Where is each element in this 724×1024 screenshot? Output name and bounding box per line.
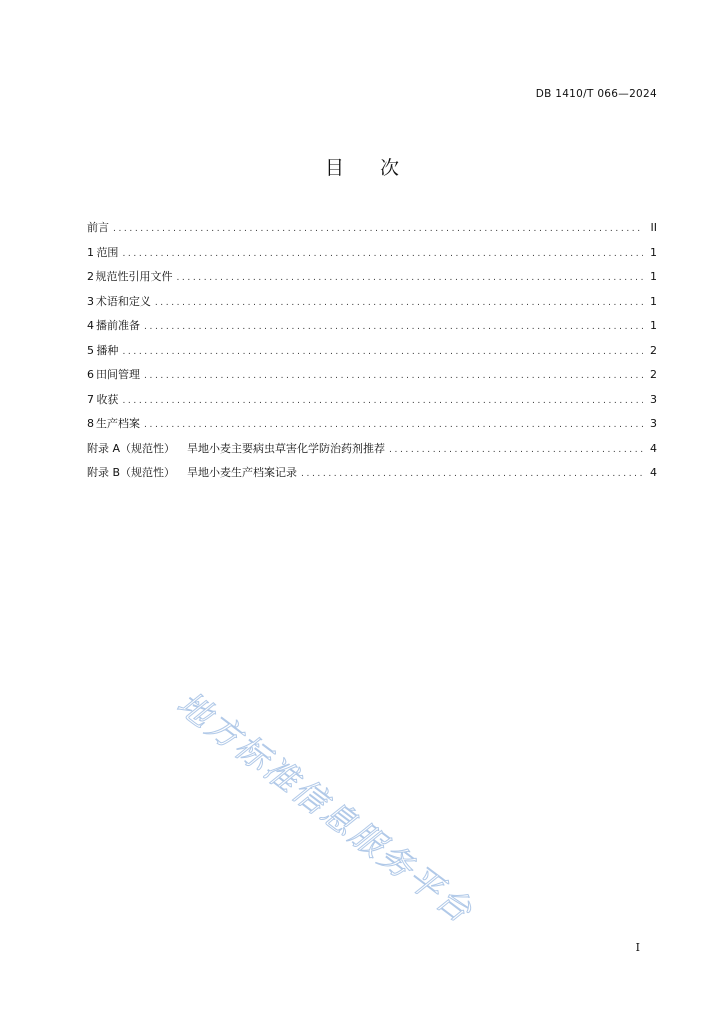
toc-entry-number: 5 [87, 343, 94, 357]
toc-entry-page: 1 [650, 245, 657, 259]
toc-entry-number: 3 [87, 294, 94, 308]
toc-leader-dots [144, 371, 643, 381]
toc-leader-dots [113, 224, 643, 234]
document-code: DB 1410/T 066—2024 [535, 88, 657, 100]
toc-entry-page: 1 [650, 294, 657, 308]
toc-entry-number: 8 [87, 417, 94, 430]
toc-leader-dots [155, 298, 643, 308]
toc-entry-page: 4 [650, 466, 657, 479]
toc-entry-text: 播种 [96, 343, 119, 357]
toc-leader-dots [122, 347, 643, 357]
toc-entry-appendix-b[interactable] [87, 464, 657, 489]
toc-entry-terms-definitions[interactable] [87, 293, 657, 318]
toc-entry-text: 收获 [96, 392, 119, 406]
toc-entry-production-records[interactable] [87, 415, 657, 440]
watermark: 地方标准信息服务平台 [170, 683, 482, 932]
toc-entry-field-management[interactable] [87, 366, 657, 391]
toc-entry-page: 2 [650, 343, 657, 357]
toc-entry-appendix-a[interactable] [87, 440, 657, 465]
toc-entry-page: 1 [650, 270, 657, 283]
toc-entry-text: 旱地小麦生产档案记录 [187, 466, 298, 479]
toc-leader-dots [301, 469, 643, 479]
toc-entry-page: 1 [650, 319, 657, 332]
toc-entry-text: 规范性引用文件 [95, 270, 173, 283]
toc-leader-dots [176, 273, 643, 283]
toc-entry-sowing[interactable] [87, 342, 657, 367]
toc-entry-number: 2 [87, 270, 94, 283]
toc-entry-number: 6 [87, 368, 94, 381]
toc-entry-text: 生产档案 [96, 417, 141, 430]
toc-entry-number: 4 [87, 319, 94, 332]
toc-leader-dots [144, 420, 643, 430]
toc-entry-text: 田间管理 [96, 368, 141, 381]
toc-appendix-label: 附录 B（规范性） [87, 466, 176, 479]
toc-leader-dots [144, 322, 643, 332]
toc-appendix-label: 附录 A（规范性） [87, 441, 176, 455]
toc-leader-dots [122, 249, 643, 259]
toc-entry-page: II [650, 221, 657, 234]
toc-entry-page: 3 [650, 392, 657, 406]
page-title [0, 153, 724, 180]
page-title-char-2: 次 [380, 157, 400, 179]
toc-entry-normative-references[interactable] [87, 268, 657, 293]
page-number: I [635, 941, 640, 954]
toc-entry-text: 前言 [87, 221, 109, 234]
toc-entry-text: 范围 [96, 245, 119, 259]
table-of-contents [87, 219, 657, 489]
toc-entry-harvest[interactable] [87, 391, 657, 416]
toc-entry-scope[interactable] [87, 244, 657, 269]
toc-leader-dots [122, 396, 643, 406]
toc-entry-number: 7 [87, 392, 94, 406]
toc-entry-pre-sowing[interactable] [87, 317, 657, 342]
toc-entry-page: 4 [650, 441, 657, 455]
toc-leader-dots [389, 445, 643, 455]
toc-entry-number: 1 [87, 245, 94, 259]
toc-entry-text: 播前准备 [96, 319, 141, 332]
toc-entry-page: 2 [650, 368, 657, 381]
toc-entry-foreword[interactable] [87, 219, 657, 244]
toc-entry-page: 3 [650, 417, 657, 430]
page-title-char-1: 目 [324, 157, 344, 179]
toc-entry-text: 旱地小麦主要病虫草害化学防治药剂推荐 [187, 441, 386, 455]
toc-entry-text: 术语和定义 [95, 294, 151, 308]
